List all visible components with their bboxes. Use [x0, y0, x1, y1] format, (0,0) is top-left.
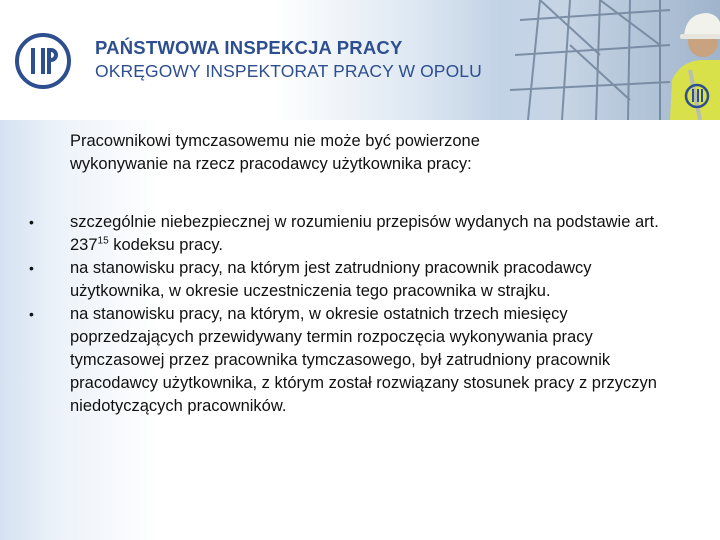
list-item: [0, 303, 686, 418]
bullet-superscript: 15: [97, 235, 109, 247]
intro-line-1: Pracownikowi tymczasowemu nie może być powierzone: [70, 132, 480, 150]
bullet-text: szczególnie niebezpiecznej w rozumieniu przepisów wydanych na podstawie art. 237: [70, 213, 659, 254]
bullet-icon: •: [29, 214, 34, 230]
org-name: PAŃSTWOWA INSPEKCJA PRACY: [95, 37, 403, 58]
bullet-icon: •: [29, 260, 34, 276]
intro-line-2: wykonywanie na rzecz pracodawcy użytkownika pracy:: [70, 155, 472, 173]
header-banner: [0, 0, 720, 120]
bullet-text: na stanowisku pracy, na którym, w okresie ostatnich trzech miesięcy poprzedzających przewidywany termin rozpoczęcia wykonywania pracy tymczasowej przez pracownika tymczasowego, był zatrudniony pracownik pracodawcy użytkownika, z którym został rozwiązany stosunek pracy z przyczyn niedotyczących pracowników.: [70, 305, 657, 415]
bullet-list: [0, 211, 720, 418]
list-item: [0, 257, 686, 303]
intro-paragraph: [70, 130, 690, 176]
pip-logo-icon: [14, 32, 72, 90]
bullet-icon: •: [29, 306, 34, 322]
org-subtitle: OKRĘGOWY INSPEKTORAT PRACY W OPOLU: [95, 61, 482, 81]
bullet-text-tail: kodeksu pracy.: [108, 236, 223, 254]
bullet-text: na stanowisku pracy, na którym jest zatrudniony pracownik pracodawcy użytkownika, w okresie uczestniczenia tego pracownika w strajku.: [70, 259, 592, 300]
worker-photo: [500, 0, 720, 120]
list-item: [0, 211, 686, 257]
